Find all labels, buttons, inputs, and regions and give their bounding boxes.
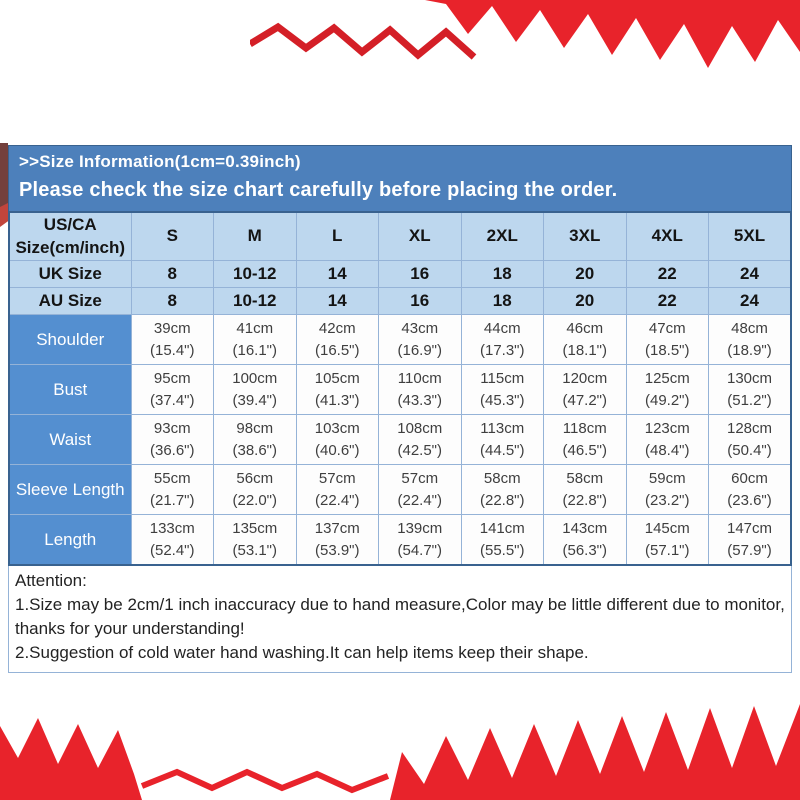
cell-cm-value: 147cm bbox=[726, 519, 773, 537]
cell-cm-value: 123cm bbox=[644, 419, 690, 437]
cell-inch-value: (37.4") bbox=[149, 391, 195, 409]
table-cell bbox=[709, 465, 792, 515]
attention-line: 1.Size may be 2cm/1 inch inaccuracy due to hand measure,Color may be little different due to monitor, bbox=[15, 595, 785, 614]
sleeve-length-row bbox=[9, 465, 791, 515]
cell-inch-value: (56.3") bbox=[562, 541, 607, 559]
cell-inch-value: (57.1") bbox=[644, 541, 690, 559]
table-cell bbox=[461, 515, 544, 566]
size-info-title: >>Size Information(1cm=0.39inch) bbox=[19, 152, 301, 171]
cell-cm-value: 145cm bbox=[644, 519, 690, 537]
table-cell bbox=[296, 515, 379, 566]
table-cell: 14 bbox=[296, 288, 379, 315]
cell-cm-value: 137cm bbox=[314, 519, 360, 537]
table-cell bbox=[544, 315, 627, 365]
table-cell: 22 bbox=[626, 288, 709, 315]
cell-inch-value: (18.9") bbox=[727, 341, 772, 359]
table-cell bbox=[296, 365, 379, 415]
zigzag-mass-shape bbox=[425, 0, 800, 68]
cell-cm-value: 43cm bbox=[401, 319, 439, 337]
cell-inch-value: (45.3") bbox=[479, 391, 525, 409]
size-header-row bbox=[9, 212, 791, 261]
cell-cm-value: 48cm bbox=[731, 319, 768, 337]
cell-cm-value: 100cm bbox=[232, 369, 278, 387]
table-cell bbox=[461, 465, 544, 515]
table-cell bbox=[544, 515, 627, 566]
cell-cm-value: 57cm bbox=[318, 469, 356, 487]
zigzag-ribbon-shape bbox=[250, 27, 474, 57]
cell-inch-value: (36.6") bbox=[149, 441, 195, 459]
cell-cm-value: 39cm bbox=[153, 319, 191, 337]
cell-cm-value: 56cm bbox=[236, 469, 274, 487]
zigzag-bottom-right-shape bbox=[390, 704, 800, 800]
cell-inch-value: (16.5") bbox=[314, 341, 360, 359]
cell-cm-value: 120cm bbox=[562, 369, 608, 387]
attention-line: thanks for your understanding! bbox=[15, 619, 245, 638]
table-cell bbox=[131, 415, 214, 465]
cell-inch-value: (42.5") bbox=[397, 441, 442, 459]
table-cell: 20 bbox=[544, 288, 627, 315]
table-cell: 14 bbox=[296, 261, 379, 288]
cell-cm-value: 133cm bbox=[149, 519, 195, 537]
table-cell bbox=[296, 465, 379, 515]
table-cell bbox=[626, 315, 709, 365]
table-cell bbox=[379, 515, 462, 566]
corner-header: US/CA Size(cm/inch) bbox=[9, 212, 131, 261]
cell-inch-value: (18.5") bbox=[644, 341, 690, 359]
table-cell bbox=[626, 415, 709, 465]
table-cell bbox=[379, 415, 462, 465]
cell-cm-value: 47cm bbox=[648, 319, 686, 337]
cell-inch-value: (44.5") bbox=[479, 441, 525, 459]
table-cell bbox=[379, 365, 462, 415]
col-header-5xl: 5XL bbox=[709, 212, 792, 261]
table-cell: 24 bbox=[709, 261, 792, 288]
cell-cm-value: 57cm bbox=[401, 469, 439, 487]
table-cell bbox=[214, 415, 297, 465]
uk-size-row bbox=[9, 261, 791, 288]
red-zigzag-bottom-decoration bbox=[0, 700, 800, 800]
cell-inch-value: (49.2") bbox=[644, 391, 690, 409]
cell-cm-value: 41cm bbox=[236, 319, 274, 337]
cell-cm-value: 58cm bbox=[483, 469, 521, 487]
table-cell: 10-12 bbox=[214, 261, 297, 288]
table-cell bbox=[461, 415, 544, 465]
cell-cm-value: 44cm bbox=[483, 319, 521, 337]
col-header-s: S bbox=[131, 212, 214, 261]
table-cell bbox=[709, 315, 792, 365]
attention-title: Attention: bbox=[15, 571, 87, 590]
size-info-panel bbox=[8, 145, 792, 673]
table-cell bbox=[544, 415, 627, 465]
table-cell: 18 bbox=[461, 261, 544, 288]
cell-cm-value: 113cm bbox=[480, 419, 525, 437]
waist-row bbox=[9, 415, 791, 465]
table-cell bbox=[544, 365, 627, 415]
cell-cm-value: 115cm bbox=[480, 369, 525, 387]
cell-inch-value: (46.5") bbox=[562, 441, 607, 459]
banner bbox=[8, 145, 792, 211]
attention-line: 2.Suggestion of cold water hand washing.It can help items keep their shape. bbox=[15, 643, 589, 662]
cell-cm-value: 60cm bbox=[731, 469, 768, 487]
cell-inch-value: (22.8") bbox=[479, 491, 525, 509]
banner-subtitle: Please check the size chart carefully before placing the order. bbox=[19, 179, 618, 201]
cell-cm-value: 128cm bbox=[726, 419, 773, 437]
table-cell bbox=[214, 365, 297, 415]
table-cell: 18 bbox=[461, 288, 544, 315]
shoulder-row bbox=[9, 315, 791, 365]
cell-cm-value: 125cm bbox=[644, 369, 690, 387]
table-cell bbox=[709, 415, 792, 465]
row-label-waist: Waist bbox=[9, 415, 131, 465]
cell-inch-value: (40.6") bbox=[314, 441, 360, 459]
bust-row bbox=[9, 365, 791, 415]
cell-inch-value: (53.9") bbox=[314, 541, 360, 559]
cell-inch-value: (16.1") bbox=[232, 341, 277, 359]
cell-cm-value: 55cm bbox=[153, 469, 191, 487]
cell-inch-value: (38.6") bbox=[232, 441, 277, 459]
table-cell: 16 bbox=[379, 261, 462, 288]
cell-inch-value: (22.0") bbox=[232, 491, 277, 509]
cell-inch-value: (57.9") bbox=[727, 541, 772, 559]
col-header-m: M bbox=[214, 212, 297, 261]
cell-inch-value: (52.4") bbox=[149, 541, 195, 559]
length-row bbox=[9, 515, 791, 566]
cell-cm-value: 143cm bbox=[562, 519, 608, 537]
table-cell bbox=[131, 315, 214, 365]
table-cell bbox=[214, 465, 297, 515]
zigzag-bottom-ribbon-shape bbox=[142, 772, 388, 790]
au-size-row bbox=[9, 288, 791, 315]
table-cell bbox=[214, 515, 297, 566]
zigzag-bottom-left-shape bbox=[0, 718, 142, 800]
table-cell: 8 bbox=[131, 261, 214, 288]
row-label-uk-size: UK Size bbox=[9, 261, 131, 288]
cell-cm-value: 95cm bbox=[153, 369, 191, 387]
cell-inch-value: (48.4") bbox=[644, 441, 690, 459]
cell-cm-value: 118cm bbox=[562, 419, 607, 437]
cell-inch-value: (15.4") bbox=[149, 341, 195, 359]
table-cell bbox=[214, 315, 297, 365]
row-label-length: Length bbox=[9, 515, 131, 566]
cell-inch-value: (18.1") bbox=[562, 341, 607, 359]
cell-inch-value: (39.4") bbox=[232, 391, 277, 409]
table-cell bbox=[379, 465, 462, 515]
table-cell bbox=[131, 365, 214, 415]
cell-inch-value: (23.2") bbox=[644, 491, 690, 509]
table-cell bbox=[626, 515, 709, 566]
cell-inch-value: (43.3") bbox=[397, 391, 442, 409]
row-label-au-size: AU Size bbox=[9, 288, 131, 315]
table-cell: 22 bbox=[626, 261, 709, 288]
cell-cm-value: 108cm bbox=[397, 419, 443, 437]
cell-inch-value: (47.2") bbox=[562, 391, 607, 409]
table-cell bbox=[379, 315, 462, 365]
cell-cm-value: 141cm bbox=[479, 519, 525, 537]
cell-inch-value: (23.6") bbox=[727, 491, 772, 509]
table-cell bbox=[626, 365, 709, 415]
table-cell bbox=[131, 465, 214, 515]
table-cell bbox=[461, 365, 544, 415]
cell-inch-value: (17.3") bbox=[479, 341, 525, 359]
table-cell bbox=[296, 315, 379, 365]
cell-inch-value: (51.2") bbox=[727, 391, 772, 409]
table-cell: 24 bbox=[709, 288, 792, 315]
row-label-shoulder: Shoulder bbox=[9, 315, 131, 365]
col-header-4xl: 4XL bbox=[626, 212, 709, 261]
cell-inch-value: (55.5") bbox=[479, 541, 525, 559]
cell-inch-value: (16.9") bbox=[397, 341, 442, 359]
cell-cm-value: 42cm bbox=[318, 319, 356, 337]
cell-inch-value: (22.4") bbox=[397, 491, 442, 509]
cell-cm-value: 59cm bbox=[648, 469, 686, 487]
cell-cm-value: 139cm bbox=[397, 519, 443, 537]
table-cell bbox=[296, 415, 379, 465]
table-cell bbox=[626, 465, 709, 515]
cell-cm-value: 110cm bbox=[397, 369, 442, 387]
col-header-xl: XL bbox=[379, 212, 462, 261]
left-bar-shape bbox=[0, 143, 8, 207]
size-table bbox=[8, 211, 792, 566]
col-header-2xl: 2XL bbox=[461, 212, 544, 261]
table-cell bbox=[544, 465, 627, 515]
col-header-3xl: 3XL bbox=[544, 212, 627, 261]
cell-cm-value: 93cm bbox=[153, 419, 191, 437]
table-cell bbox=[709, 515, 792, 566]
cell-inch-value: (54.7") bbox=[397, 541, 442, 559]
row-label-sleeve-length: Sleeve Length bbox=[9, 465, 131, 515]
attention-section bbox=[8, 566, 792, 673]
cell-cm-value: 105cm bbox=[314, 369, 360, 387]
table-cell bbox=[461, 315, 544, 365]
cell-inch-value: (53.1") bbox=[232, 541, 277, 559]
table-cell bbox=[709, 365, 792, 415]
row-label-bust: Bust bbox=[9, 365, 131, 415]
red-zigzag-top-decoration bbox=[250, 0, 800, 95]
cell-inch-value: (22.8") bbox=[562, 491, 607, 509]
table-cell: 10-12 bbox=[214, 288, 297, 315]
col-header-l: L bbox=[296, 212, 379, 261]
table-cell: 16 bbox=[379, 288, 462, 315]
cell-inch-value: (22.4") bbox=[314, 491, 360, 509]
cell-cm-value: 58cm bbox=[566, 469, 604, 487]
cell-cm-value: 98cm bbox=[236, 419, 274, 437]
table-cell: 20 bbox=[544, 261, 627, 288]
cell-cm-value: 130cm bbox=[726, 369, 773, 387]
cell-cm-value: 135cm bbox=[232, 519, 278, 537]
table-cell bbox=[131, 515, 214, 566]
cell-cm-value: 46cm bbox=[566, 319, 604, 337]
table-cell: 8 bbox=[131, 288, 214, 315]
cell-inch-value: (41.3") bbox=[314, 391, 360, 409]
cell-cm-value: 103cm bbox=[314, 419, 360, 437]
cell-inch-value: (50.4") bbox=[727, 441, 772, 459]
cell-inch-value: (21.7") bbox=[149, 491, 195, 509]
